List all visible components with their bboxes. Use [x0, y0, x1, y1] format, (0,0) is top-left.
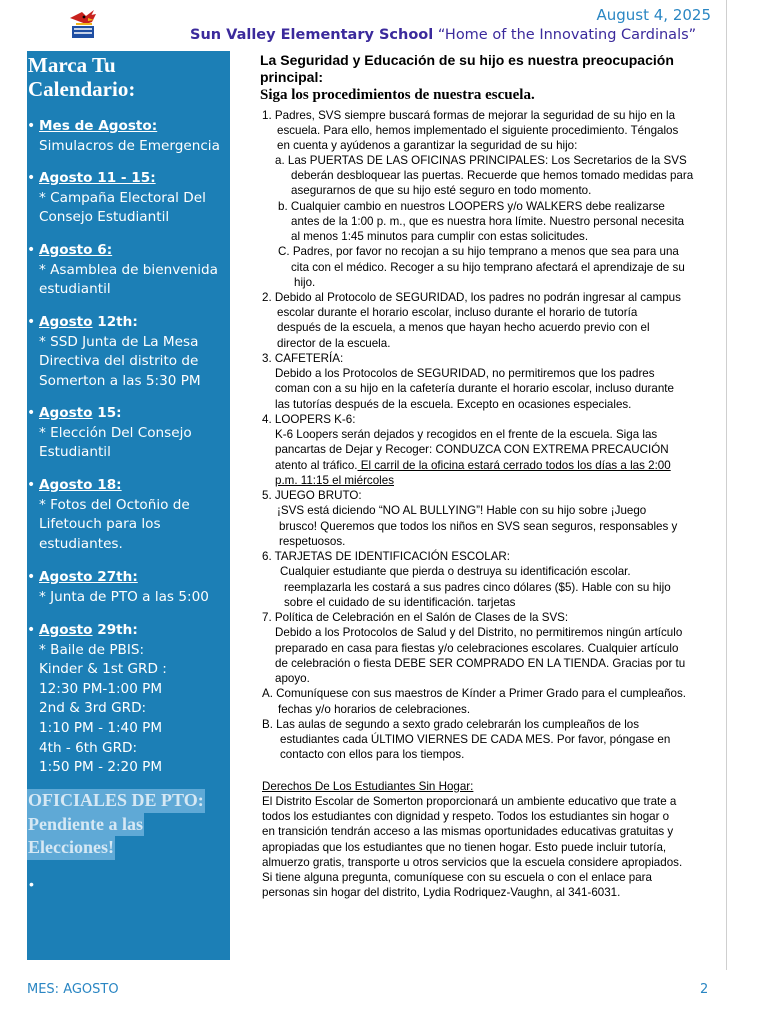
event-date-suffix: 15: [92, 405, 122, 421]
event-description: * Junta de PTO a las 5:00 [39, 588, 209, 605]
calendar-event [27, 404, 219, 463]
cardinal-logo-icon [66, 8, 102, 40]
event-description: * Fotos del Octoñio de Lifetouch para los estudiantes. [39, 496, 190, 552]
list-item: almuerzo gratis, transporte u otros servicios que la escuela considere apropiados. [262, 856, 683, 869]
event-description: * Asamblea de bienvenida estudiantil [39, 261, 218, 298]
list-item: Debido a los Protocolos de Salud y del Distrito, no permitiremos ningún artículo [275, 626, 683, 639]
list-item: A. Comuníquese con sus maestros de Kínder a Primer Grado para el cumpleaños. [262, 687, 687, 700]
list-item: b. Cualquier cambio en nuestros LOOPERS y/o WALKERS debe realizarse [278, 200, 665, 213]
bullet-icon: • [29, 876, 34, 892]
list-item: antes de la 1:00 p. m., que es nuestra hora límite. Nuestro personal necesita [291, 215, 685, 228]
calendar-event [27, 169, 227, 228]
event-date: Agosto 27th: [39, 569, 138, 585]
list-item: personas sin hogar del distrito, Lydia Rodriquez-Vaughn, al 341-6031. [262, 886, 621, 899]
list-item: El Distrito Escolar de Somerton proporcionará un ambiente educativo que trate a [262, 795, 677, 808]
list-item: a. Las PUERTAS DE LAS OFICINAS PRINCIPALES: Los Secretarios de la SVS [275, 154, 687, 167]
list-item: escuela. Para ello, hemos implementado el siguiente procedimiento. Téngalos [277, 124, 679, 137]
list-item: director de la escuela. [277, 337, 391, 350]
list-item: después de la escuela, a menos que hayan hecho acuerdo previo con el [277, 321, 650, 334]
sidebar-title: Marca Tu Calendario: [28, 53, 136, 101]
list-item: brusco! Queremos que todos los niños en SVS sean seguros, responsables y [279, 520, 678, 533]
list-item: fechas y/o horarios de celebraciones. [278, 703, 471, 716]
event-date: Agosto [39, 622, 93, 638]
event-date-suffix: 12th: [92, 314, 138, 330]
list-item: 1. Padres, SVS siempre buscará formas de mejorar la seguridad de su hijo en la [262, 109, 676, 122]
footer-month: MES: AGOSTO [27, 982, 119, 997]
main-content [260, 52, 716, 105]
list-item: 4. LOOPERS K-6: [262, 413, 356, 426]
event-date-suffix: 29th: [92, 622, 138, 638]
list-item: 7. Política de Celebración en el Salón de Clases de la SVS: [262, 611, 569, 624]
list-item: escolar durante el horario escolar, incluso durante el horario de tutoría [277, 306, 638, 319]
list-item: p.m. 11:15 el miércoles [275, 474, 394, 487]
page-number: 2 [700, 982, 709, 997]
bullet-icon: • [27, 477, 36, 493]
event-description: Simulacros de Emergencia [39, 137, 220, 154]
list-item: C. Padres, por favor no recojan a su hijo temprano a menos que sea para una [278, 245, 679, 258]
list-item: ¡SVS está diciendo “NO AL BULLYING”! Hable con su hijo sobre ¡Juego [277, 504, 647, 517]
bullet-icon: • [27, 314, 36, 330]
list-item: Cualquier estudiante que pierda o destruya su identificación escolar. [280, 565, 631, 578]
list-item: Debido a los Protocolos de SEGURIDAD, no permitiremos que los padres [275, 367, 655, 380]
list-item: B. Las aulas de segundo a sexto grado celebrarán los cumpleaños de los [262, 718, 640, 731]
event-date: Agosto [39, 405, 93, 421]
school-motto: “Home of the Innovating Cardinals” [437, 27, 697, 43]
list-item: apoyo. [275, 672, 310, 685]
calendar-event [27, 568, 227, 607]
main-title: La Seguridad y Educación de su hijo es nuestra preocupación principal: [260, 52, 674, 85]
event-description: * Baile de PBIS: Kinder & 1st GRD : 12:30 PM-1:00 PM 2nd & 3rd GRD: 1:10 PM - 1:40 PM 4th - 6th GRD: 1:50 PM - 2:20 PM [39, 641, 167, 776]
pto-line: Pendiente a las [27, 813, 144, 837]
calendar-event [27, 621, 227, 778]
bullet-icon: • [27, 118, 36, 134]
list-item: deberán desbloquear las puertas. Recuerde que hemos tomado medidas para [291, 169, 694, 182]
calendar-event [27, 117, 227, 156]
event-date: Agosto 18: [39, 477, 122, 493]
list-item: Si tiene alguna pregunta, comuníquese con su escuela o con el enlace para [262, 871, 652, 884]
list-item: sobre el cuidado de su identificación. tarjetas [284, 596, 516, 609]
list-item: pancartas de Dejar y Recoger: CONDUZCA CON EXTREMA PRECAUCIÓN [275, 443, 669, 456]
list-item: K-6 Loopers serán dejados y recogidos en el frente de la escuela. Siga las [275, 428, 658, 441]
list-item: 5. JUEGO BRUTO: [262, 489, 362, 502]
bullet-icon: • [27, 242, 36, 258]
event-description: * Elección Del Consejo Estudiantil [39, 424, 192, 461]
list-item: preparado en casa para fiestas y/o celebraciones escolares. Cualquier artículo [275, 642, 679, 655]
event-date: Mes de Agosto: [39, 118, 158, 134]
calendar-event [27, 476, 219, 554]
list-item: en cuenta y ayúdenos a garantizar la seguridad de su hijo: [277, 139, 578, 152]
main-subtitle: Siga los procedimientos de nuestra escuela. [260, 87, 535, 103]
bullet-icon: • [27, 569, 36, 585]
event-date: Agosto 6: [39, 242, 113, 258]
pto-line: OFICIALES DE PTO: [27, 789, 205, 813]
bullet-icon: • [27, 170, 36, 186]
list-item: las tutorías después de la escuela. Excepto en ocasiones especiales. [275, 398, 632, 411]
list-item: en transición tendrán acceso a las mismas oportunidades educativas gratuitas y [262, 825, 674, 838]
list-item: de celebración o fiesta DEBE SER COMPRADO EN LA TIENDA. Gracias por tu [275, 657, 686, 670]
right-margin-rule [726, 0, 727, 970]
pto-officers-note [27, 789, 205, 860]
list-item: estudiantes cada ÚLTIMO VIERNES DE CADA MES. Por favor, póngase en [280, 733, 671, 746]
event-date: Agosto 11 - 15: [39, 170, 156, 186]
page-header [190, 27, 696, 43]
list-item: Derechos De Los Estudiantes Sin Hogar: [262, 780, 474, 793]
list-item: atento al tráfico. El carril de la oficina estará cerrado todos los días a las 2:00 [275, 459, 671, 472]
list-item: apropiadas que los estudiantes que no tienen hogar. Esto puede incluir tutoría, [262, 841, 667, 854]
bullet-icon: • [27, 622, 36, 638]
list-item: todos los estudiantes con dignidad y respeto. Todos los estudiantes sin hogar o [262, 810, 670, 823]
calendar-event [27, 313, 219, 391]
list-item: 6. TARJETAS DE IDENTIFICACIÓN ESCOLAR: [262, 550, 511, 563]
bullet-icon: • [27, 405, 36, 421]
list-item: asegurarnos de que su hijo esté seguro en todo momento. [291, 184, 592, 197]
calendar-event [27, 241, 227, 300]
event-description: * SSD Junta de La Mesa Directiva del distrito de Somerton a las 5:30 PM [39, 333, 201, 389]
list-item: 2. Debido al Protocolo de SEGURIDAD, los padres no podrán ingresar al campus [262, 291, 681, 304]
pto-line: Elecciones! [27, 836, 115, 860]
list-item: al menos 1:45 minutos para cumplir con estas solicitudes. [291, 230, 589, 243]
date-label: August 4, 2025 [596, 6, 711, 24]
event-date: Agosto [39, 314, 93, 330]
event-description: * Campaña Electoral Del Consejo Estudiantil [39, 189, 206, 226]
list-item: coman con a su hijo en la cafetería durante el horario escolar, incluso durante [275, 382, 674, 395]
list-item: contacto con ellos para los tiempos. [280, 748, 465, 761]
list-item: cita con el médico. Recoger a su hijo temprano afectará el aprendizaje de su [291, 261, 685, 274]
school-name: Sun Valley Elementary School [190, 27, 434, 43]
list-item: reemplazarla les costará a sus padres cinco dólares ($5). Hable con su hijo [284, 581, 671, 594]
list-item: respetuosos. [279, 535, 346, 548]
list-item: 3. CAFETERÍA: [262, 352, 344, 365]
list-item: hijo. [294, 276, 316, 289]
calendar-sidebar [27, 51, 230, 960]
